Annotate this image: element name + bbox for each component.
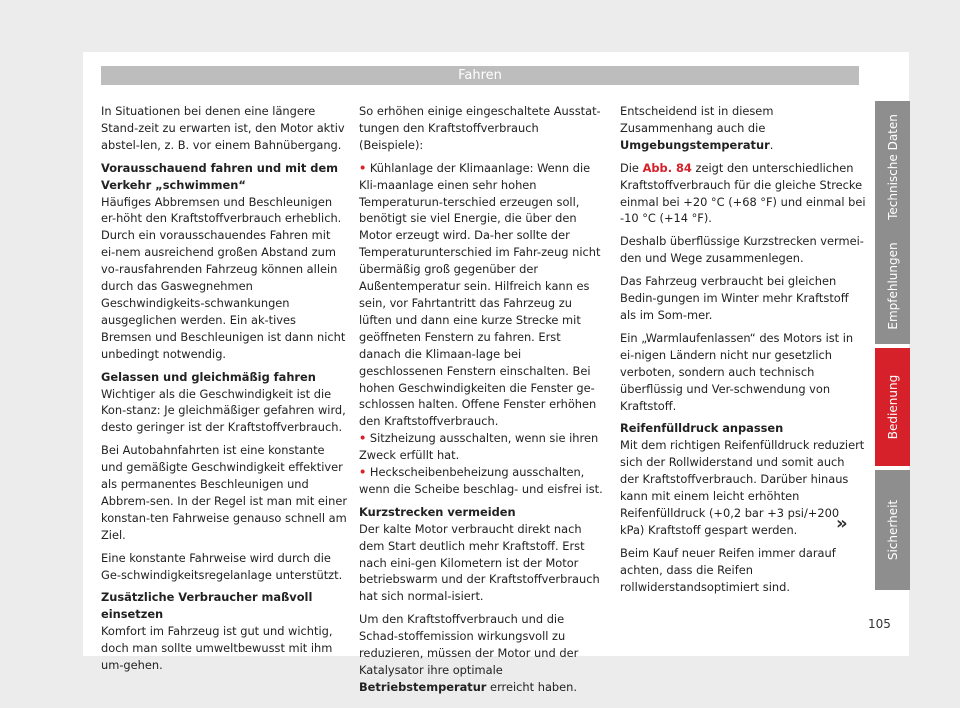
bullet-item: • Kühlanlage der Klimaanlage: Wenn die Kli-maanlage einen sehr hohen Temperaturun-terschied erzeugen soll, benötigt sie viel Energie, die über den Motor erzeugt wird. Da-her sollte der Temperaturunterschied im Fahr-zeug nicht übermäßig groß gegenüber der Außentemperatur sein. Hilfreich kann es sein, vor Fahrtantritt das Fahrzeug zu lüften und dann eine kurze Strecke mit geöffneten Fenstern zu fahren. Erst danach die Klimaan-lage bei geschlossenen Fenstern einschalten. Bei hohen Geschwindigkeiten die Fenster ge-schlossen halten. Offene Fenster erhöhen den Kraftstoffverbrauch. (359, 160, 601, 429)
paragraph: Komfort im Fahrzeug ist gut und wichtig, doch man sollte umweltbewusst mit ihm um-gehen. (101, 624, 333, 673)
paragraph: Bei Autobahnfahrten ist eine konstante und gemäßigte Geschwindigkeit effektiver als permanentes Beschleunigen und Abbrem-sen. In der Regel ist man mit einer konstan-ten Fahrweise genauso schnell am Ziel. (101, 443, 348, 542)
subheading: Vorausschauend fahren und mit dem Verkehr „schwimmen“ (101, 160, 339, 192)
paragraph: Wichtiger als die Geschwindigkeit ist die Kon-stanz: Je gleichmäßiger gefahren wird, desto geringer ist der Kraftstoffverbrauch. (101, 386, 346, 435)
bullet-icon: • (359, 431, 367, 446)
paragraph: Häufiges Abbremsen und Beschleunigen er-höht den Kraftstoffverbrauch erheblich. Durch ein vorausschauendes Fahren mit ei-nem ausreichend großen Abstand zum vo-rausfahrenden Fahrzeug können allein durch das Gaswegnehmen Geschwindigkeits-schwankungen ausgeglichen werden. Ein ak-tives Bremsen und Beschleunigen ist dann nicht unbedingt notwendig. (101, 194, 346, 361)
tab-sicherheit[interactable]: Sicherheit (875, 470, 910, 590)
subheading: Gelassen und gleichmäßig fahren (101, 369, 316, 384)
tab-empfehlungen[interactable]: Empfehlungen (875, 227, 910, 344)
tab-technische-daten[interactable]: Technische Daten (875, 101, 910, 233)
page-number: 105 (868, 617, 891, 631)
paragraph: Entscheidend ist in diesem Zusammenhang auch die Umgebungstemperatur. (620, 104, 774, 152)
paragraph: Deshalb überflüssige Kurzstrecken vermei-den und Wege zusammenlegen. (620, 234, 864, 266)
paragraph: Ein „Warmlaufenlassen“ des Motors ist in ei-nigen Ländern nicht nur gesetzlich verboten, sondern auch technisch überflüssig und Ver-schwendung von Kraftstoff. (620, 330, 854, 413)
paragraph: Eine konstante Fahrweise wird durch die Ge-schwindigkeitsregelanlage unterstützt. (101, 550, 343, 582)
figure-reference-link[interactable]: Abb. 84 (642, 160, 692, 175)
column-3 (620, 103, 867, 601)
paragraph: In Situationen bei denen eine längere Stand-zeit zu erwarten ist, den Motor aktiv abstel-len, z. B. vor einem Bahnübergang. (101, 104, 345, 152)
bullet-icon: • (359, 465, 367, 480)
subheading: Reifenfülldruck anpassen (620, 421, 784, 436)
paragraph: Die Abb. 84 zeigt den unterschiedlichen Kraftstoffverbrauch für die gleiche Strecke einmal bei +20 °C (+68 °F) und einmal bei -10 °C (+14 °F). (620, 160, 866, 226)
paragraph: So erhöhen einige eingeschaltete Ausstat-tungen den Kraftstoffverbrauch (Beispiele): (359, 104, 601, 152)
bullet-icon: • (359, 160, 367, 175)
column-1 (101, 103, 348, 680)
subheading: Kurzstrecken vermeiden (359, 504, 516, 519)
section-header (101, 66, 859, 85)
column-2 (359, 103, 606, 702)
section-title: Fahren (458, 68, 502, 83)
continue-arrow-icon: » (836, 513, 848, 534)
paragraph: Beim Kauf neuer Reifen immer darauf achten, dass die Reifen rollwiderstandsoptimiert sind. (620, 545, 836, 594)
tab-bedienung[interactable]: Bedienung (875, 348, 910, 466)
subheading: Zusätzliche Verbraucher maßvoll einsetzen (101, 590, 313, 622)
paragraph: Um den Kraftstoffverbrauch und die Schad-stoffemission wirkungsvoll zu reduzieren, müssen der Motor und der Katalysator ihre optimale Betriebstemperatur erreicht haben. (359, 612, 579, 694)
paragraph: Das Fahrzeug verbraucht bei gleichen Bedin-gungen im Winter mehr Kraftstoff als im Som-mer. (620, 274, 849, 322)
bullet-item: • Heckscheibenbeheizung ausschalten, wenn die Scheibe beschlag- und eisfrei ist. (359, 465, 603, 496)
paragraph: Der kalte Motor verbraucht direkt nach dem Start deutlich mehr Kraftstoff. Erst nach eini-gen Kilometern ist der Motor betriebswarm und der Kraftstoffverbrauch hat sich normal-isiert. (359, 521, 600, 604)
paragraph: Mit dem richtigen Reifenfülldruck reduziert sich der Rollwiderstand und somit auch der Kraftstoffverbrauch. Darüber hinaus kann mit einem leicht erhöhten Reifenfülldruck (+0,2 bar +3 psi/+200 kPa) Kraftstoff gespart werden. (620, 438, 865, 537)
bullet-item: • Sitzheizung ausschalten, wenn sie ihren Zweck erfüllt hat. (359, 431, 599, 463)
